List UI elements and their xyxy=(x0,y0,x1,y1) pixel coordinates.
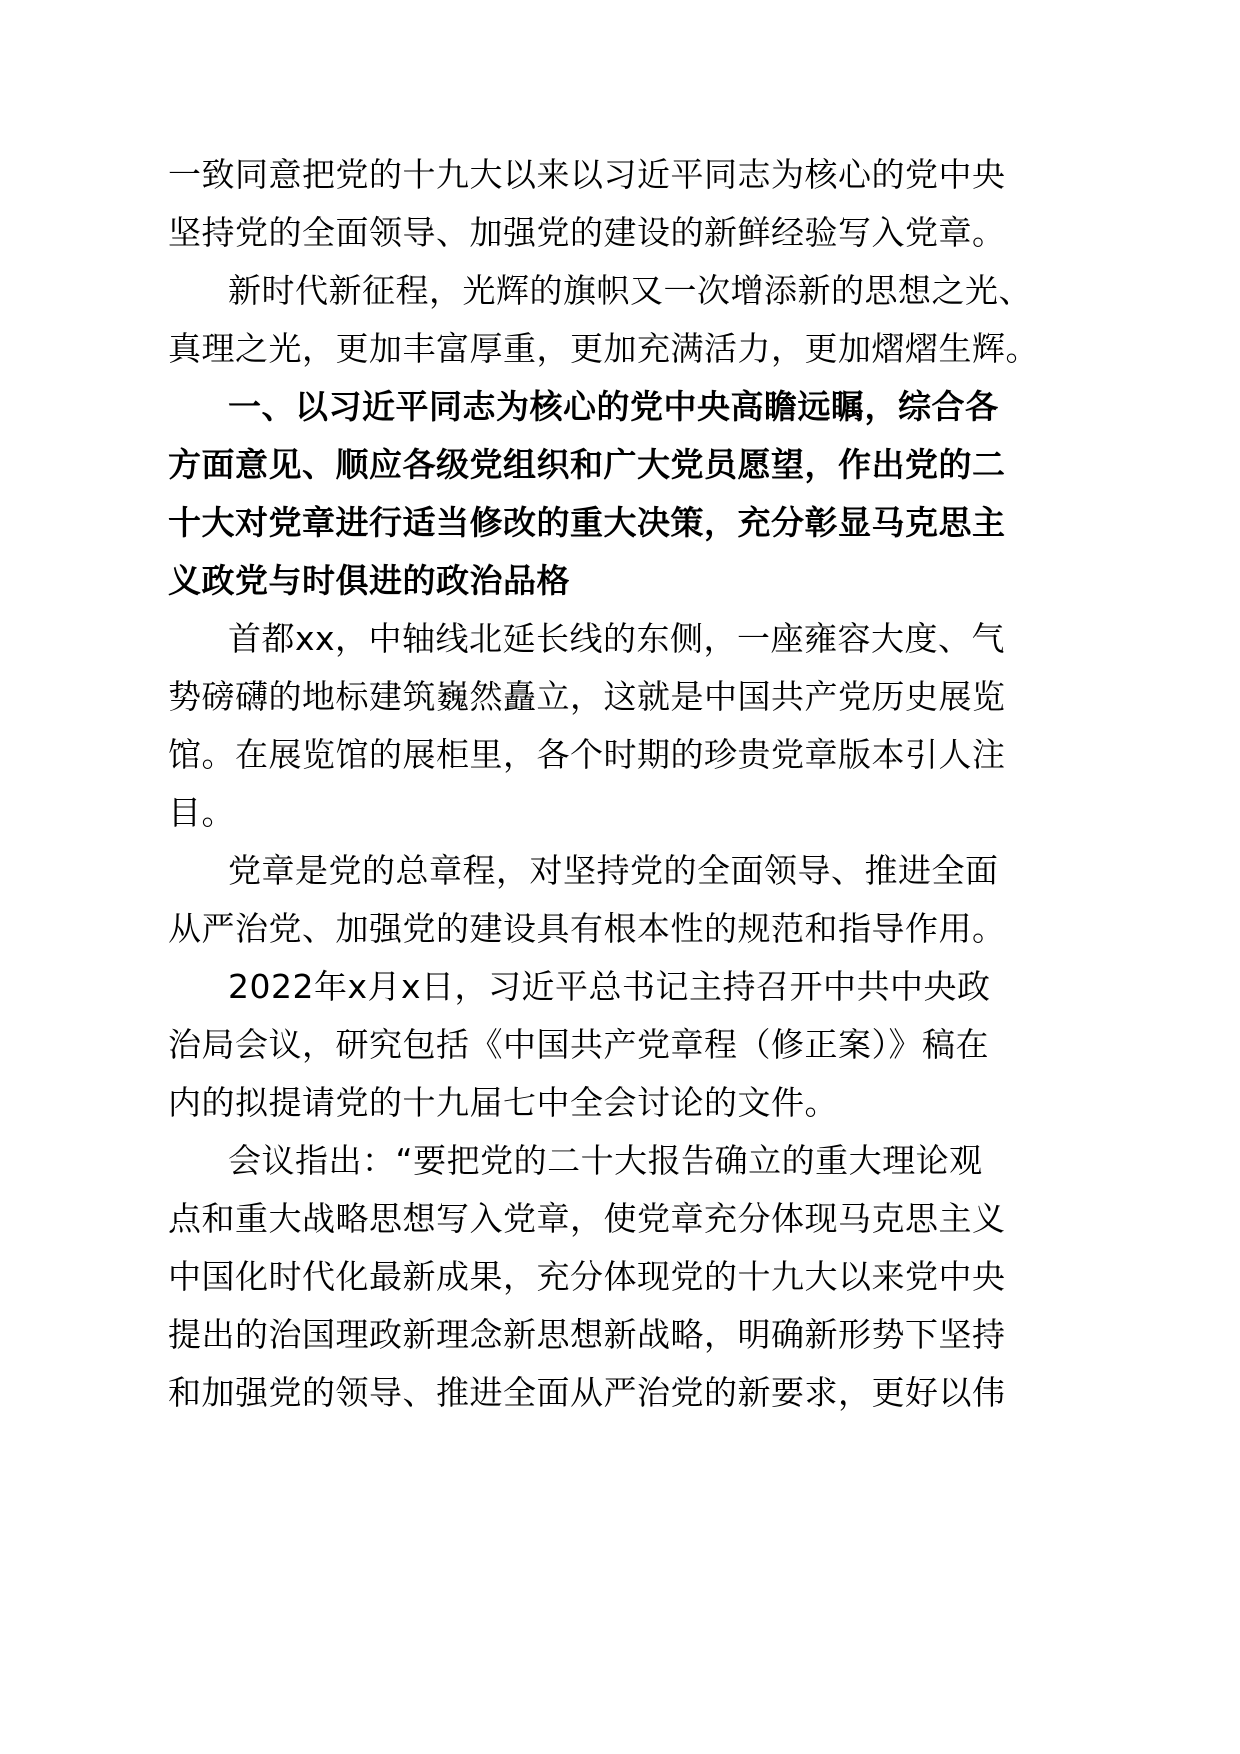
paragraph-line: 真理之光，更加丰富厚重，更加充满活力，更加熠熠生辉。 xyxy=(168,329,1039,368)
paragraph-line: 党章是党的总章程，对坚持党的全面领导、推进全面 xyxy=(228,851,999,890)
paragraph-line: 势磅礴的地标建筑巍然矗立，这就是中国共产党历史展览 xyxy=(168,677,1006,716)
paragraph-line: 和加强党的领导、推进全面从严治党的新要求，更好以伟 xyxy=(168,1373,1006,1412)
paragraph-line: 目。 xyxy=(168,793,235,832)
heading-line: 义政党与时俱进的政治品格 xyxy=(168,561,570,600)
paragraph-line: 治局会议，研究包括《中国共产党章程（修正案）》稿在 xyxy=(168,1025,989,1064)
paragraph-line: 馆。在展览馆的展柜里，各个时期的珍贵党章版本引人注 xyxy=(168,735,1006,774)
paragraph-line: 2022年x月x日，习近平总书记主持召开中共中央政 xyxy=(228,967,991,1006)
paragraph-line: 内的拟提请党的十九届七中全会讨论的文件。 xyxy=(168,1083,838,1122)
paragraph-line: 一致同意把党的十九大以来以习近平同志为核心的党中央 xyxy=(168,155,1006,194)
paragraph-line: 会议指出：“要把党的二十大报告确立的重大理论观 xyxy=(228,1141,983,1180)
paragraph-line: 从严治党、加强党的建设具有根本性的规范和指导作用。 xyxy=(168,909,1006,948)
paragraph-line: 中国化时代化最新成果，充分体现党的十九大以来党中央 xyxy=(168,1257,1006,1296)
paragraph-line: 提出的治国理政新理念新思想新战略，明确新形势下坚持 xyxy=(168,1315,1006,1354)
paragraph-line: 坚持党的全面领导、加强党的建设的新鲜经验写入党章。 xyxy=(168,213,1006,252)
heading-line: 一、以习近平同志为核心的党中央高瞻远瞩，综合各 xyxy=(228,387,999,426)
heading-line: 十大对党章进行适当修改的重大决策，充分彰显马克思主 xyxy=(168,503,1006,542)
heading-line: 方面意见、顺应各级党组织和广大党员愿望，作出党的二 xyxy=(168,445,1006,484)
paragraph-line: 新时代新征程，光辉的旗帜又一次增添新的思想之光、 xyxy=(228,271,1032,310)
paragraph-line: 首都xx，中轴线北延长线的东侧，一座雍容大度、气 xyxy=(228,619,1006,658)
paragraph-line: 点和重大战略思想写入党章，使党章充分体现马克思主义 xyxy=(168,1199,1006,1238)
